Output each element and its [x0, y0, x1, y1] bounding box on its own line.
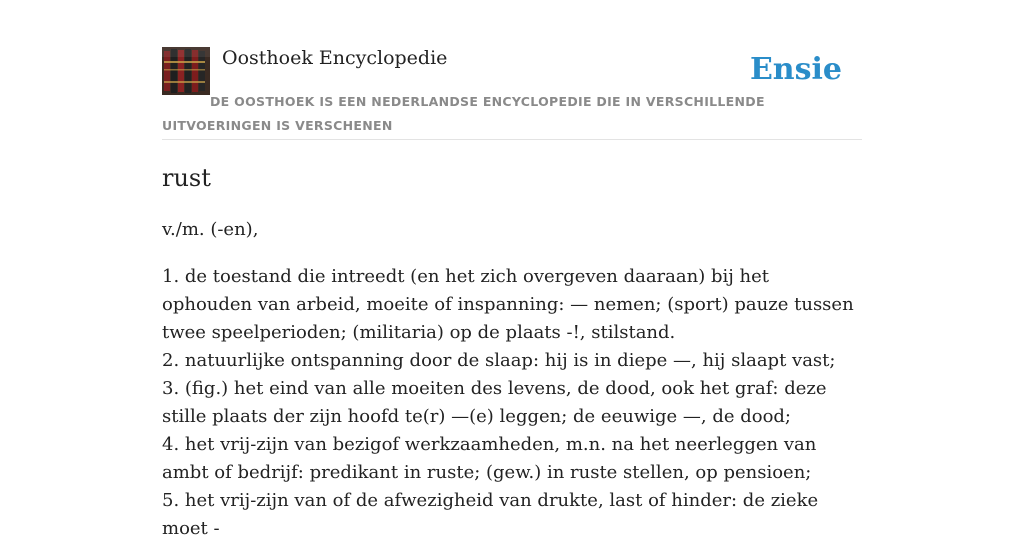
definition-item: 1. de toestand die intreedt (en het zich overgeven daaraan) bij het ophouden van arbeid, moeite of inspanning: — nemen; (sport) pauze tussen twee speelperioden; (militaria) op de plaats -!, stilstand. [162, 266, 854, 343]
article-title: rust [162, 164, 211, 192]
definition-item: 5. het vrij-zijn van of de afwezigheid van drukte, last of hinder: de zieke moet - [162, 490, 819, 539]
site-tagline: DE OOSTHOEK IS EEN NEDERLANDSE ENCYCLOPEDIE DIE IN VERSCHILLENDE UITVOERINGEN IS VERSCHENEN [162, 94, 765, 133]
article-grammar-meta: v./m. (-en), [162, 219, 259, 240]
definition-item: 3. (fig.) het eind van alle moeiten des levens, de dood, ook het graf: deze stille plaats der zijn hoofd te(r) —(e) leggen; de eeuwige —, de dood; [162, 378, 827, 427]
ensie-logo-link[interactable]: Ensie [749, 52, 842, 87]
page-container [162, 0, 862, 539]
encyclopedia-books-avatar[interactable] [162, 47, 210, 95]
definition-item: 2. natuurlijke ontspanning door de slaap: hij is in diepe —, hij slaapt vast; [162, 350, 836, 371]
site-name-link[interactable]: Oosthoek Encyclopedie [222, 47, 448, 69]
books-icon [162, 47, 210, 95]
article-definitions [162, 263, 862, 543]
site-header [162, 0, 862, 140]
definition-item: 4. het vrij-zijn van bezigof werkzaamheden, m.n. na het neerleggen van ambt of bedrijf: predikant in ruste; (gew.) in ruste stellen, op pensioen; [162, 434, 817, 483]
